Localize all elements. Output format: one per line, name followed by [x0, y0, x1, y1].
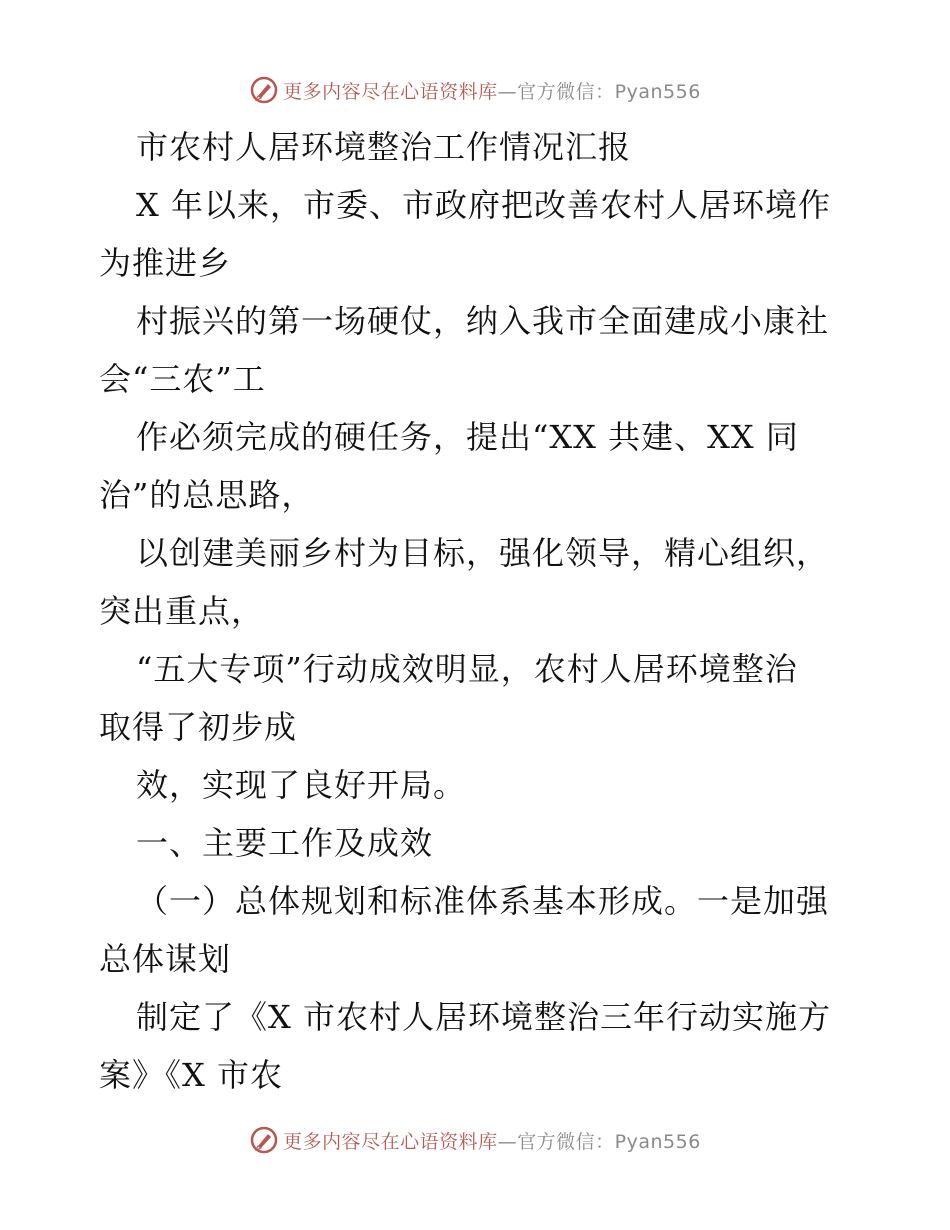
pen-circle-logo-icon — [249, 1125, 279, 1155]
paragraph-line: 会“三农”工 — [99, 360, 266, 398]
paragraph-line: 以创建美丽乡村为目标，强化领导，精心组织， — [136, 534, 830, 572]
footer-banner-title: 更多内容尽在心语资料库 — [283, 1130, 498, 1153]
document-title: 市农村人居环境整治工作情况汇报 — [136, 128, 632, 166]
paragraph-line: “五大专项”行动成效明显，农村人居环境整治 — [136, 650, 798, 688]
paragraph-line: 治”的总思路， — [99, 476, 315, 514]
footer-banner — [0, 1120, 950, 1160]
header-banner-wechat: —官方微信：Pyan556 — [497, 80, 701, 103]
paragraph-line: 效，实现了良好开局。 — [136, 766, 467, 804]
paragraph-line: 突出重点， — [99, 592, 265, 630]
paragraph-line: 村振兴的第一场硬仗，纳入我市全面建成小康社 — [136, 302, 830, 340]
footer-banner-wechat: —官方微信：Pyan556 — [497, 1130, 701, 1153]
footer-banner-text — [283, 1127, 701, 1154]
header-banner-title: 更多内容尽在心语资料库 — [283, 80, 498, 103]
subsection-heading: （一）总体规划和标准体系基本形成。一是加强 — [136, 882, 830, 920]
pen-circle-logo-icon — [249, 75, 279, 105]
paragraph-line: 取得了初步成 — [99, 708, 298, 746]
paragraph-line: X 年以来，市委、市政府把改善农村人居环境作 — [136, 186, 831, 224]
header-banner — [0, 70, 950, 110]
paragraph-line: 案》《X 市农 — [99, 1056, 283, 1094]
paragraph-line: 为推进乡 — [99, 244, 232, 282]
section-heading: 一、主要工作及成效 — [136, 824, 434, 862]
document-body — [99, 118, 859, 1104]
header-banner-text — [283, 77, 701, 104]
paragraph-line: 作必须完成的硬任务，提出“XX 共建、XX 同 — [136, 418, 799, 456]
paragraph-line: 制定了《X 市农村人居环境整治三年行动实施方 — [136, 998, 831, 1036]
paragraph-line: 总体谋划 — [99, 940, 232, 978]
